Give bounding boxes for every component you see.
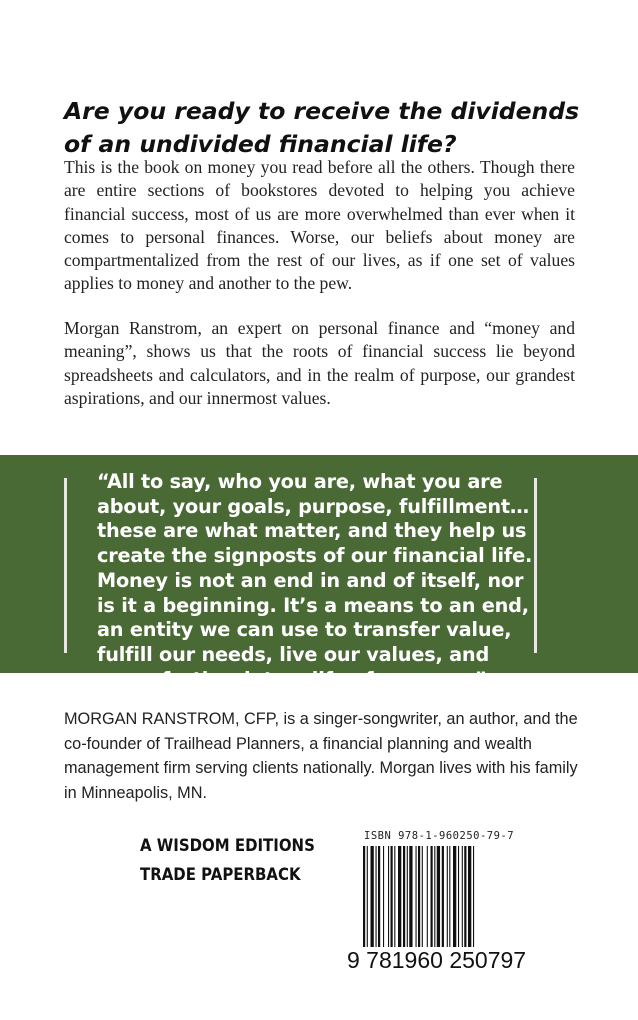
isbn-number: 9 781960 250797 (347, 947, 527, 973)
description-paragraph-2: Morgan Ranstrom, an expert on personal finance and “money and meaning”, shows us that the roots of financial success lie beyond spreadsheets and calculators, and in the realm of purpose, our grandest aspirations, and our innermost values. (64, 318, 575, 408)
author-bio: MORGAN RANSTROM, CFP, is a singer-songwriter, an author, and the co-founder of Trailhead Planners, a financial planning and wealth management firm serving clients nationally. Morgan lives with his family in Minneapolis, MN. (64, 710, 578, 802)
quote-band (0, 455, 638, 691)
imprint-line-1: A WISDOM EDITIONS (140, 836, 315, 856)
isbn-label: ISBN 978-1-960250-79-7 (364, 830, 515, 842)
pull-quote: “All to say, who you are, what you are about, your goals, purpose, fulfillment… these are what matter, and they help us create the signposts of our financial life. Money is not an end in and of itself, nor is it a beginning. It’s a means to an end, an entity we can use to transfer value, fulfill our needs, live our values, and move further into a life of purpose.” (97, 470, 533, 691)
imprint-label (140, 832, 315, 890)
cover-heading: Are you ready to receive the dividends of an undivided financial life? (64, 97, 580, 158)
imprint-line-2: TRADE PAPERBACK (140, 865, 301, 885)
quote-left-rule (64, 478, 67, 653)
description-paragraph-1: This is the book on money you read before all the others. Though there are entire sections of bookstores devoted to helping you achieve financial success, most of us are more overwhelmed than ever when it comes to personal finances. Worse, our beliefs about money are compartmentalized from the rest of our lives, as if one set of values applies to money and another to the pew. (64, 157, 575, 294)
